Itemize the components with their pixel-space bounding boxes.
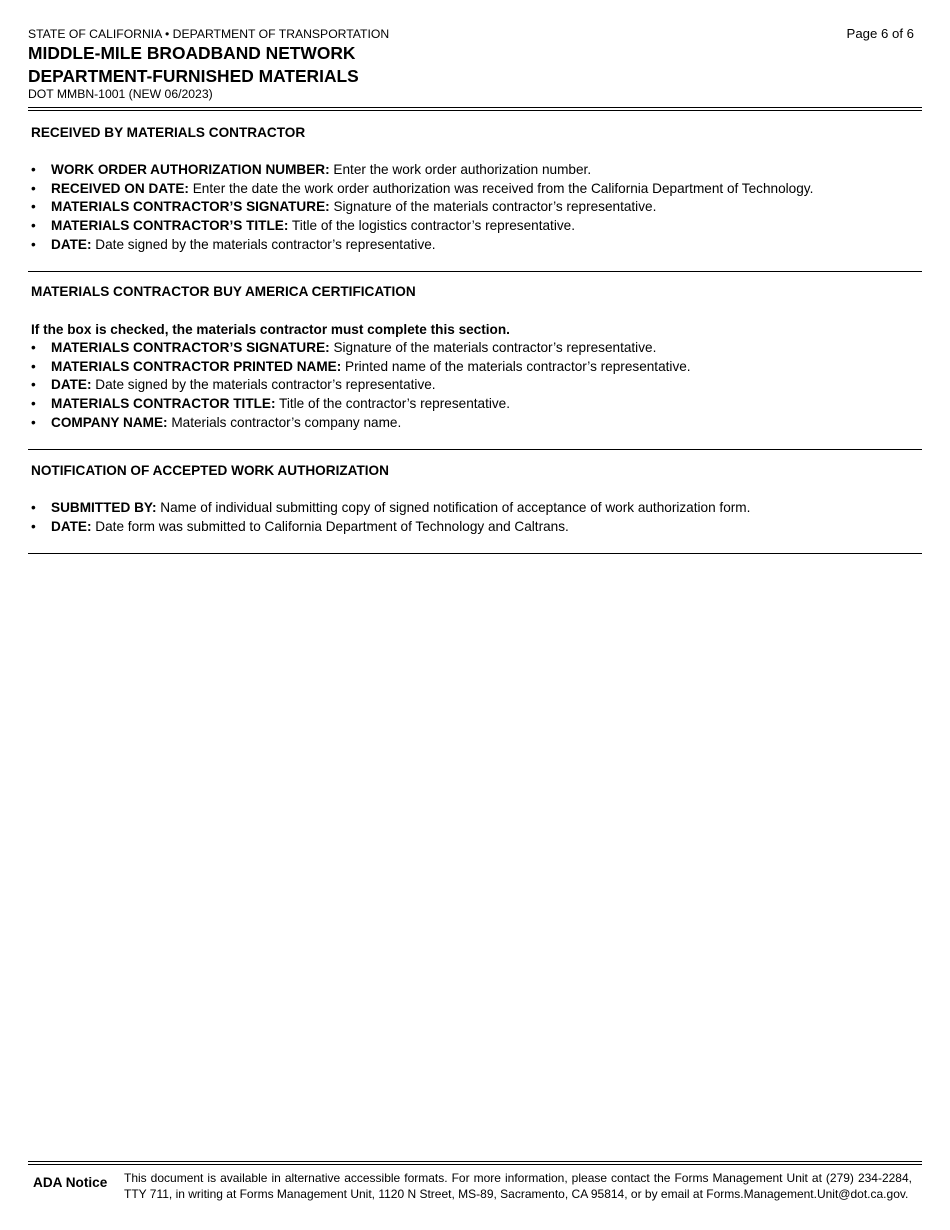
item-term: MATERIALS CONTRACTOR’S TITLE:	[51, 218, 289, 234]
item-term: COMPANY NAME:	[51, 414, 168, 430]
list-item	[28, 180, 813, 199]
item-term: DATE:	[51, 236, 92, 252]
header-divider	[28, 107, 922, 111]
title-line-2: DEPARTMENT-FURNISHED MATERIALS	[28, 65, 359, 86]
item-term: DATE:	[51, 377, 92, 393]
bullet-icon: •	[31, 518, 36, 534]
item-desc: Signature of the materials contractor’s representative.	[329, 199, 657, 215]
item-desc: Materials contractor’s company name.	[167, 414, 402, 430]
item-desc: Date signed by the materials contractor’s representative.	[91, 377, 436, 393]
list-item	[28, 161, 813, 180]
section-note-buy-america: If the box is checked, the materials contractor must complete this section.	[31, 322, 510, 337]
bullet-icon: •	[31, 340, 36, 355]
item-desc: Signature of the materials contractor’s representative.	[329, 340, 657, 355]
item-term: MATERIALS CONTRACTOR’S SIGNATURE:	[51, 199, 330, 215]
list-item	[28, 198, 813, 217]
item-term: MATERIALS CONTRACTOR’S SIGNATURE:	[51, 340, 330, 355]
item-desc: Title of the logistics contractor’s representative.	[288, 218, 575, 234]
item-desc: Date form was submitted to California Department of Technology and Caltrans.	[91, 518, 569, 534]
item-desc: Date signed by the materials contractor’s representative.	[91, 236, 436, 252]
form-number: DOT MMBN-1001 (NEW 06/2023)	[28, 87, 213, 101]
list-item	[28, 499, 750, 518]
section-divider	[28, 553, 922, 554]
list-item	[28, 217, 813, 236]
list-item	[28, 414, 691, 433]
item-term: MATERIALS CONTRACTOR PRINTED NAME:	[51, 358, 342, 374]
item-desc: Name of individual submitting copy of signed notification of acceptance of work authorization form.	[156, 500, 751, 515]
bullet-icon: •	[31, 236, 36, 252]
ada-notice-label: ADA Notice	[33, 1175, 108, 1190]
item-desc: Printed name of the materials contractor’s representative.	[341, 358, 691, 374]
section-title-notification: NOTIFICATION OF ACCEPTED WORK AUTHORIZATION	[31, 463, 389, 478]
bullet-icon: •	[31, 396, 36, 412]
item-term: MATERIALS CONTRACTOR TITLE:	[51, 396, 276, 412]
section-list-received	[28, 161, 813, 255]
bullet-icon: •	[31, 162, 36, 177]
section-list-buy-america	[28, 339, 691, 433]
section-list-notification	[28, 499, 750, 536]
page-indicator: Page 6 of 6	[846, 26, 914, 41]
bullet-icon: •	[31, 358, 36, 374]
list-item	[28, 358, 691, 377]
item-desc: Title of the contractor’s representative.	[275, 396, 511, 412]
section-title-received: RECEIVED BY MATERIALS CONTRACTOR	[31, 125, 306, 140]
item-desc: Enter the work order authorization number.	[329, 162, 592, 177]
bullet-icon: •	[31, 414, 36, 430]
item-term: DATE:	[51, 518, 92, 534]
bullet-icon: •	[31, 180, 36, 196]
bullet-icon: •	[31, 218, 36, 234]
item-term: SUBMITTED BY:	[51, 500, 157, 515]
section-divider	[28, 271, 922, 272]
footer-divider	[28, 1161, 922, 1165]
section-divider	[28, 449, 922, 450]
list-item	[28, 236, 813, 255]
item-desc: Enter the date the work order authorization was received from the California Department of Technology.	[188, 180, 814, 196]
list-item	[28, 518, 750, 537]
bullet-icon: •	[31, 377, 36, 393]
bullet-icon: •	[31, 500, 36, 515]
page-title	[28, 42, 359, 87]
list-item	[28, 339, 691, 358]
form-page	[28, 0, 922, 1230]
bullet-icon: •	[31, 199, 36, 215]
item-term: RECEIVED ON DATE:	[51, 180, 189, 196]
list-item	[28, 395, 691, 414]
title-line-1: MIDDLE-MILE BROADBAND NETWORK	[28, 43, 356, 63]
ada-notice-text: This document is available in alternative accessible formats. For more information, please contact the Forms Management Unit at (279) 234-2284, TTY 711, in writing at Forms Management Unit, 1120 N Street, MS-89, Sacramento, CA 95814, or by email at Forms.Management.Unit@dot.ca.gov.	[124, 1171, 912, 1201]
agency-line: STATE OF CALIFORNIA • DEPARTMENT OF TRANSPORTATION	[28, 27, 390, 41]
item-term: WORK ORDER AUTHORIZATION NUMBER:	[51, 162, 330, 177]
section-title-buy-america: MATERIALS CONTRACTOR BUY AMERICA CERTIFICATION	[31, 284, 416, 299]
list-item	[28, 376, 691, 395]
